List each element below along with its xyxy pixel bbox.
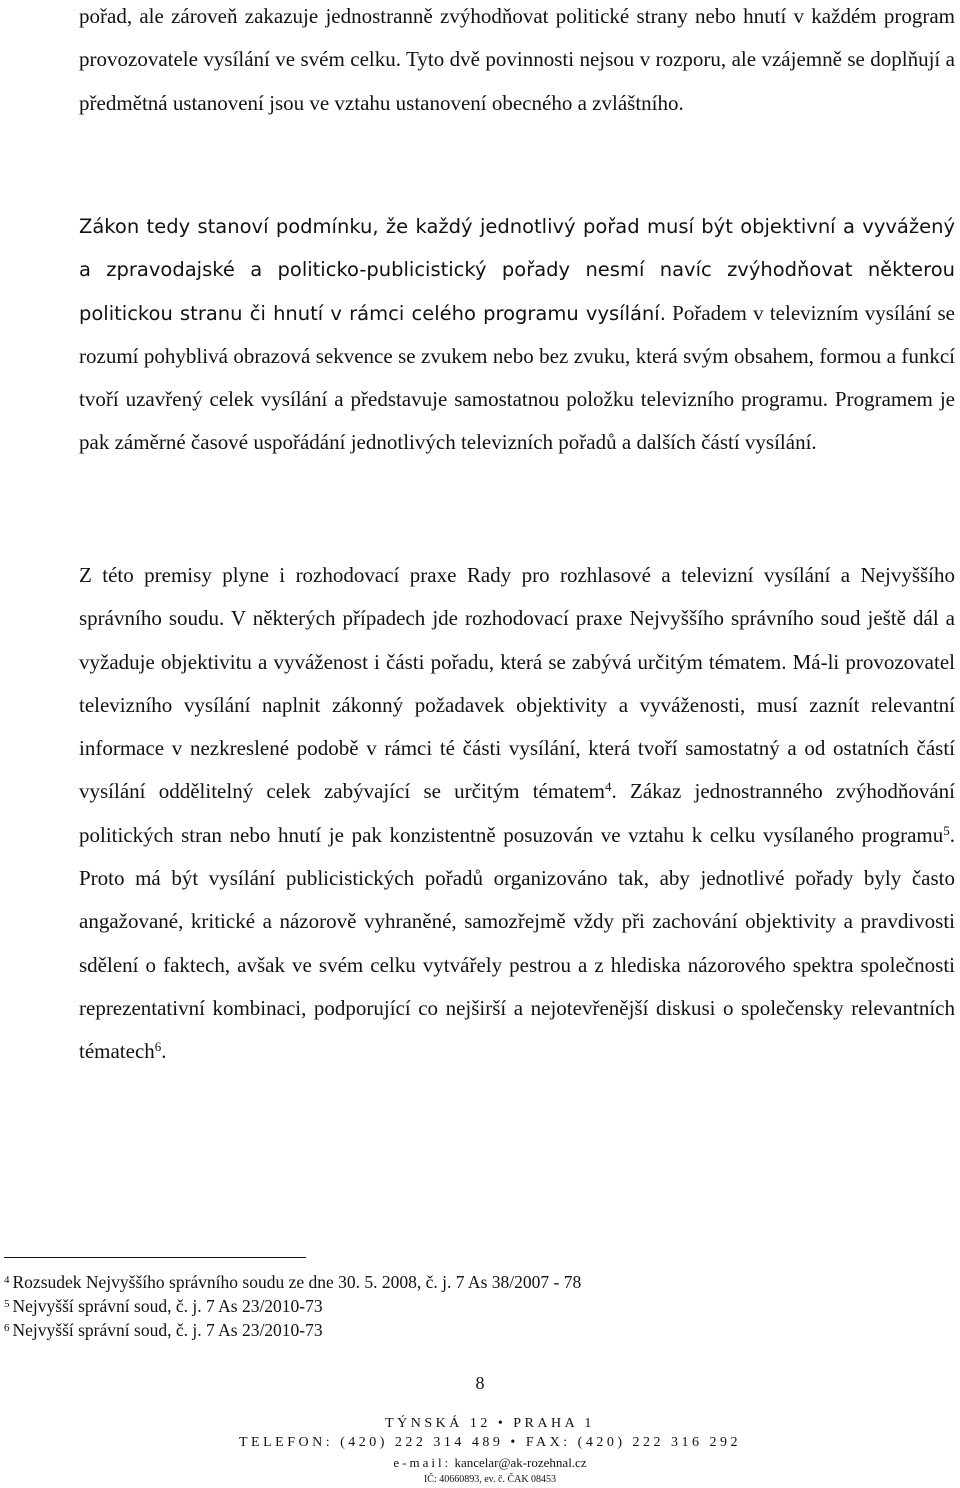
paragraph-text: Pořadem v televizním vysílání se rozumí pohyblivá obrazová sekvence se zvukem nebo bez zvuku, která svým obsahem, formou a funkcí tvoří uzavřený celek vysílání a představuje samostatnou položku televizního programu. Programem je pak záměrné časové uspořádání jednotlivých televizních pořadů a dalších částí vysílání.	[79, 300, 955, 455]
footnote-number: 4	[4, 1274, 10, 1287]
paragraph-text: Z této premisy plyne i rozhodovací praxe Rady pro rozhlasové a televizní vysílání a Nejvyššího správního soudu. V některých případech jde rozhodovací praxe Nejvyššího správního soud ještě dál a vyžaduje objektivitu a vyváženost i části pořadu, která se zabývá určitým tématem. Má-li provozovatel televizního vysílání naplnit zákonný požadavek objektivity a vyváženosti, musí zaznít relevantní informace v nezkreslené podobě v rámci té části vysílání, která tvoří samostatný a od ostatních částí vysílání oddělitelný celek zabývající se určitým tématem	[79, 563, 955, 804]
footnote-5	[4, 1294, 323, 1318]
page-number: 8	[475, 1373, 485, 1393]
paragraph-continuation	[79, 0, 955, 125]
footnote-number: 6	[4, 1322, 10, 1335]
email-label: e-mail:	[393, 1455, 452, 1470]
letterhead-email-line	[0, 1455, 960, 1471]
paragraph-text-sans: Zákon tedy stanoví podmínku, že každý jednotlivý pořad musí být objektivní a vyvážený a zpravodajské a politicko-publicistický pořady nesmí navíc zvýhodňovat některou politickou stranu či hnutí v rámci celého programu vysílání.	[79, 215, 955, 325]
footnote-6	[4, 1318, 323, 1342]
footnote-number: 5	[4, 1298, 10, 1311]
footnote-ref-4[interactable]: 4	[605, 779, 612, 795]
footnote-text: Rozsudek Nejvyššího správního soudu ze dne 30. 5. 2008, č. j. 7 As 38/2007 - 78	[12, 1272, 582, 1292]
letterhead-phone-fax: TELEFON: (420) 222 314 489 • FAX: (420) 222 316 292	[238, 1435, 741, 1450]
paragraph-text: . Zákaz jednostranného zvýhodňování politických stran nebo hnutí je pak konzistentně posuzován ve vztahu k celku vysílaného programu	[79, 779, 955, 847]
letterhead-address: TÝNSKÁ 12 • PRAHA 1	[385, 1416, 595, 1431]
footnote-ref-6[interactable]: 6	[154, 1039, 162, 1055]
email-link[interactable]: kancelar@ak-rozehnal.cz	[454, 1455, 587, 1470]
paragraph-text: .	[161, 1039, 167, 1064]
paragraph-law-condition	[79, 205, 955, 465]
paragraph-text: . Proto má být vysílání publicistických pořadů organizováno tak, aby jednotlivé pořady byly často angažované, kritické a názorově vyhraněné, samozřejmě vždy při zachování objektivity a pravdivosti sdělení o faktech, avšak ve svém celku vytvářely pestrou a z hlediska názorového spektra společnosti reprezentativní kombinaci, podporující co nejširší a nejotevřenější diskusi o společensky relevantních tématech	[79, 822, 955, 1064]
footnote-separator	[4, 1257, 306, 1258]
footnote-4	[4, 1270, 581, 1294]
paragraph-text: pořad, ale zároveň zakazuje jednostranně zvýhodňovat politické strany nebo hnutí v každém program provozovatele vysílání ve svém celku. Tyto dvě povinnosti nejsou v rozporu, ale vzájemně se doplňují a předmětná ustanovení jsou ve vztahu ustanovení obecného a zvláštního.	[79, 4, 955, 115]
paragraph-decision-practice	[79, 554, 955, 1074]
footnote-text: Nejvyšší správní soud, č. j. 7 As 23/2010-73	[12, 1296, 323, 1316]
footnote-ref-5[interactable]: 5	[943, 822, 950, 838]
footnote-text: Nejvyšší správní soud, č. j. 7 As 23/2010-73	[12, 1320, 323, 1340]
letterhead-registration: IČ: 40660893, ev. č. ČAK 08453	[423, 1474, 557, 1485]
